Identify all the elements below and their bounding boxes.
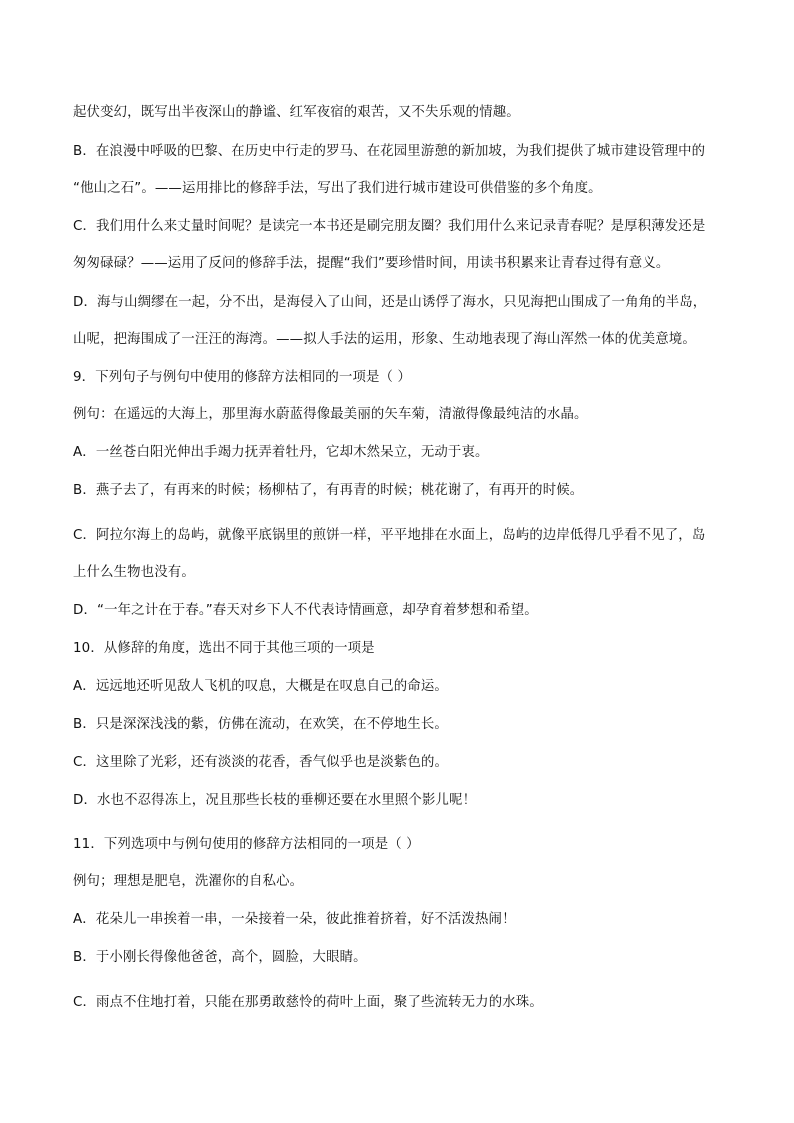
option-8d-line-2: 山呢，把海围成了一汪汪的海湾。——拟人手法的运用，形象、生动地表现了海山浑然一体的优美意境。 (73, 332, 696, 347)
question-11-example: 例句；理想是肥皂，洗濯你的自私心。 (73, 874, 304, 889)
option-10a: A．远远地还听见敌人飞机的叹息，大概是在叹息自己的命运。 (73, 679, 448, 694)
option-8b-line-1: B．在浪漫中呼吸的巴黎、在历史中行走的罗马、在花园里游憩的新加坡，为我们提供了城市建设管理中的 (73, 144, 706, 159)
option-10c: C．这里除了光彩，还有淡淡的花香，香气似乎也是淡紫色的。 (73, 755, 449, 770)
option-9a: A．一丝苍白阳光伸出手竭力抚弄着牡丹，它却木然呆立，无动于衷。 (73, 445, 489, 460)
option-8b-line-2: “他山之石”。——运用排比的修辞手法，写出了我们进行城市建设可供借鉴的多个角度。 (73, 181, 602, 196)
option-11a: A．花朵儿一串挨着一串，一朵接着一朵，彼此推着挤着，好不活泼热闹！ (73, 912, 516, 927)
option-11b: B．于小刚长得像他爸爸，高个，圆脸，大眼睛。 (73, 950, 367, 965)
question-11-stem: 11．下列选项中与例句使用的修辞方法相同的一项是（ ） (73, 837, 420, 852)
option-11c: C．雨点不住地打着，只能在那勇敢慈怜的荷叶上面，聚了些流转无力的水珠。 (73, 995, 543, 1010)
option-8c-line-1: C．我们用什么来丈量时间呢？是读完一本书还是刷完朋友圈？我们用什么来记录青春呢？是厚积薄发还是 (73, 219, 706, 234)
question-9-example: 例句：在遥远的大海上，那里海水蔚蓝得像最美丽的矢车菊，清澈得像最纯洁的水晶。 (73, 407, 588, 422)
option-8c-line-2: 匆匆碌碌？——运用了反问的修辞手法，提醒“我们”要珍惜时间，用读书积累来让青春过得有意义。 (73, 256, 670, 271)
option-8d-line-1: D．海与山绸缪在一起，分不出，是海侵入了山间，还是山诱俘了海水，只见海把山围成了一角角的半岛， (73, 295, 707, 310)
option-9b: B．燕子去了，有再来的时候；杨柳枯了，有再青的时候；桃花谢了，有再开的时候。 (73, 483, 584, 498)
option-9c-line-2: 上什么生物也没有。 (73, 565, 195, 580)
option-9c-line-1: C．阿拉尔海上的岛屿，就像平底锅里的煎饼一样，平平地排在水面上，岛屿的边岸低得几乎看不见了，岛 (73, 528, 706, 543)
option-10d: D．水也不忍得冻上，况且那些长枝的垂柳还要在水里照个影儿呢！ (73, 793, 477, 808)
option-9d: D．“一年之计在于春。”春天对乡下人不代表诗情画意，却孕育着梦想和希望。 (73, 603, 538, 618)
question-10-stem: 10．从修辞的角度，选出不同于其他三项的一项是 (73, 641, 375, 656)
question-9-stem: 9．下列句子与例句中使用的修辞方法相同的一项是（ ） (73, 370, 412, 385)
option-10b: B．只是深深浅浅的紫，仿佛在流动，在欢笑，在不停地生长。 (73, 717, 448, 732)
text-line-continuation: 起伏变幻，既写出半夜深山的静谧、红军夜宿的艰苦，又不失乐观的情趣。 (73, 105, 520, 120)
